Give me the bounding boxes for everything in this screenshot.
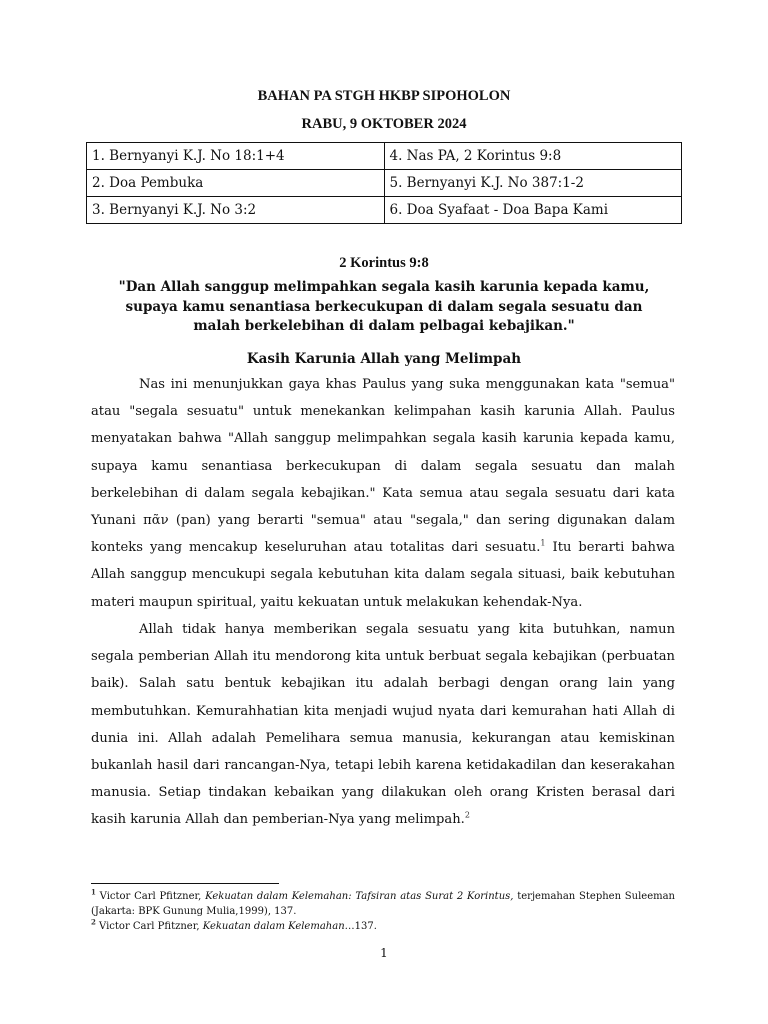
table-cell: 4. Nas PA, 2 Korintus 9:8	[384, 143, 682, 170]
paragraph-text: Nas ini menunjukkan gaya khas Paulus yang suka menggunakan kata "semua" atau "segala sesuatu" untuk menekankan kelimpahan kasih karunia Allah. Paulus menyatakan bahwa "Allah sanggup melimpahkan segala kasih karunia kepada kamu, supaya kamu senantiasa berkecukupan di dalam segala sesuatu dan malah berkelebihan di dalam segala kebajikan." Kata semua atau segala sesuatu dari kata Yunani πᾶν (pan) yang berarti "semua" atau "segala," dan sering digunakan dalam konteks yang mencakup keseluruhan atau totalitas dari sesuatu.	[91, 377, 675, 556]
footnote-number: 2	[91, 917, 96, 927]
table-row	[87, 197, 682, 224]
footnote-number: 1	[91, 887, 96, 897]
table-cell: 6. Doa Syafaat - Doa Bapa Kami	[384, 197, 682, 224]
body-paragraph	[91, 371, 675, 616]
document-title: BAHAN PA STGH HKBP SIPOHOLON	[257, 88, 511, 104]
section-heading: Kasih Karunia Allah yang Melimpah	[246, 351, 522, 367]
footnote-author: Victor Carl Pfitzner,	[95, 921, 203, 932]
table-row	[87, 143, 682, 170]
table-row	[87, 170, 682, 197]
body-paragraph	[91, 616, 675, 834]
verse-quote: "Dan Allah sanggup melimpahkan segala kasih karunia kepada kamu, supaya kamu senantiasa berkecukupan di dalam segala sesuatu dan malah berkelebihan di dalam pelbagai kebajikan."	[118, 279, 650, 334]
verse-reference: 2 Korintus 9:8	[339, 255, 429, 271]
table-cell: 1. Bernyanyi K.J. No 18:1+4	[87, 143, 385, 170]
footnote-book-title: Kekuatan dalam Kelemahan	[202, 921, 345, 932]
footnote-details: terjemahan Stephen Suleeman (Jakarta: BPK Gunung Mulia,1999), 137.	[91, 891, 676, 917]
footnote-book-title: Kekuatan dalam Kelemahan: Tafsiran atas Surat 2 Korintus,	[205, 891, 514, 902]
paragraph-text: Allah tidak hanya memberikan segala sesuatu yang kita butuhkan, namun segala pemberian Allah itu mendorong kita untuk berbuat segala kebajikan (perbuatan baik). Salah satu bentuk kebajikan itu adalah berbagi dengan orang lain yang membutuhkan. Kemurahhatian kita menjadi wujud nyata dari kemurahan hati Allah di dunia ini. Allah adalah Pemelihara semua manusia, kekurangan atau kemiskinan bukanlah hasil dari rancangan-Nya, tetapi lebih karena ketidakadilan dan keserakahan manusia. Setiap tindakan kebaikan yang dilakukan oleh orang Kristen berasal dari kasih karunia Allah dan pemberian-Nya yang melimpah.	[91, 622, 675, 828]
footnote-details: …137.	[344, 921, 377, 932]
paragraph-text: Itu berarti bahwa Allah sanggup mencukupi segala kebutuhan kita dalam segala situasi, baik kebutuhan materi maupun spiritual, yaitu kekuatan untuk melakukan kehendak-Nya.	[91, 540, 675, 610]
footnote-ref[interactable]: 1	[540, 538, 546, 548]
table-cell: 5. Bernyanyi K.J. No 387:1-2	[384, 170, 682, 197]
page-number: 1	[380, 946, 388, 960]
schedule-table	[86, 142, 682, 224]
footnote-author: Victor Carl Pfitzner,	[95, 891, 206, 902]
document-date: RABU, 9 OKTOBER 2024	[301, 116, 467, 132]
footnote-item	[91, 919, 675, 934]
footnotes	[91, 889, 675, 934]
footnote-separator	[91, 883, 279, 884]
table-cell: 3. Bernyanyi K.J. No 3:2	[87, 197, 385, 224]
footnote-ref[interactable]: 2	[464, 811, 470, 821]
footnote-item	[91, 889, 675, 919]
table-cell: 2. Doa Pembuka	[87, 170, 385, 197]
